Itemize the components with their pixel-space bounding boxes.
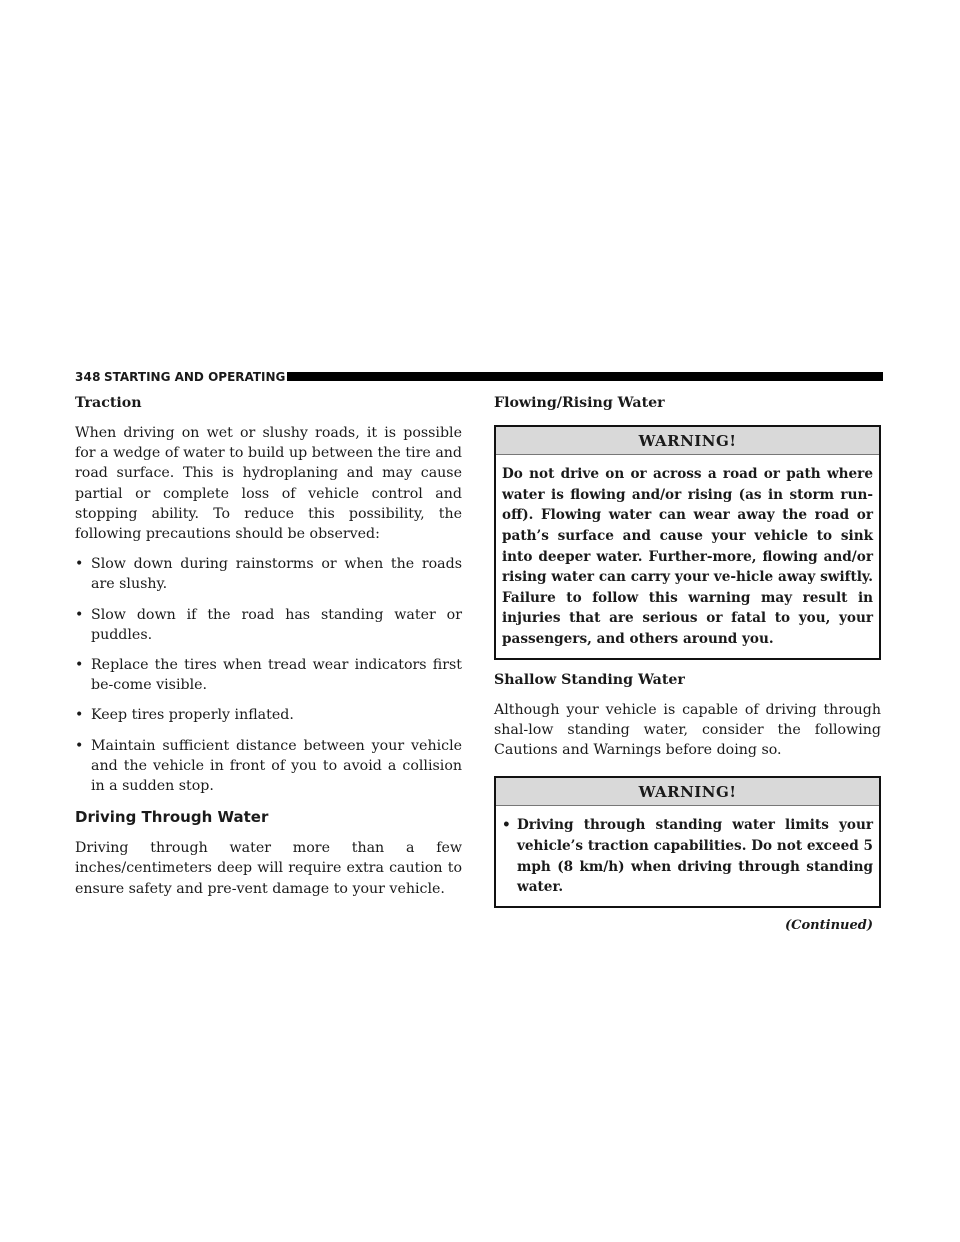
shallow-water-paragraph: Although your vehicle is capable of driving through shal-low standing water, consider the following Cautions and Warnings before doing so. [494,701,881,758]
list-item-text: Keep tires properly inflated. [91,707,294,724]
shallow-water-heading: Shallow Standing Water [494,671,685,688]
list-item [75,554,462,594]
header-rule [287,372,883,381]
bullet-icon: • [75,657,84,674]
page-header [75,368,883,386]
driving-through-water-heading: Driving Through Water [75,808,269,827]
warning-box-flowing [494,425,881,660]
warning-body [496,806,879,905]
driving-through-water-paragraph: Driving through water more than a few inches/centimeters deep will require extra caution to ensure safety and pre-vent damage to your vehicle. [75,840,462,897]
flowing-water-heading: Flowing/Rising Water [494,395,665,411]
right-column [494,393,881,936]
list-item-text: Slow down during rainstorms or when the roads are slushy. [91,556,462,593]
precautions-list [75,554,462,796]
warning-title: WARNING! [496,427,879,455]
list-item [75,736,462,797]
list-item [75,705,462,725]
bullet-icon: • [75,737,84,754]
page-number: 348 [75,370,101,384]
bullet-icon: • [75,606,84,623]
warning-list-item-text: Driving through standing water limits your vehicle’s traction capabilities. Do not exceed 5 mph (8 km/h) when driving through standing water. [517,817,873,896]
bullet-icon: • [75,707,84,724]
warning-text: Do not drive on or across a road or path where water is flowing and/or rising (as in storm run-off). Flowing water can wear away the road or path’s surface and cause your vehicle to sink into deeper water. Further-more, flowing and/or rising water can carry your ve-hicle away swiftly. Failure to follow this warning may result in injuries that are serious or fatal to you, your passengers, and others around you. [502,466,873,647]
list-item-text: Replace the tires when tread wear indicators first be-come visible. [91,657,462,694]
traction-heading: Traction [75,395,142,411]
bullet-icon: • [502,817,511,834]
traction-paragraph: When driving on wet or slushy roads, it is possible for a wedge of water to build up between the tire and road surface. This is hydroplaning and may cause partial or complete loss of vehicle control and stopping ability. To reduce this possibility, the following precautions should be observed: [75,425,462,543]
list-item [75,655,462,695]
left-column [75,393,462,899]
warning-box-shallow [494,776,881,908]
list-item [75,605,462,645]
list-item-text: Slow down if the road has standing water or puddles. [91,606,462,643]
list-item-text: Maintain sufficient distance between your vehicle and the vehicle in front of you to avoid a collision in a sudden stop. [91,737,462,795]
warning-title: WARNING! [496,778,879,806]
continued-note: (Continued) [785,917,873,933]
warning-list-item [502,815,873,897]
bullet-icon: • [75,556,84,573]
section-title: STARTING AND OPERATING [104,370,286,384]
